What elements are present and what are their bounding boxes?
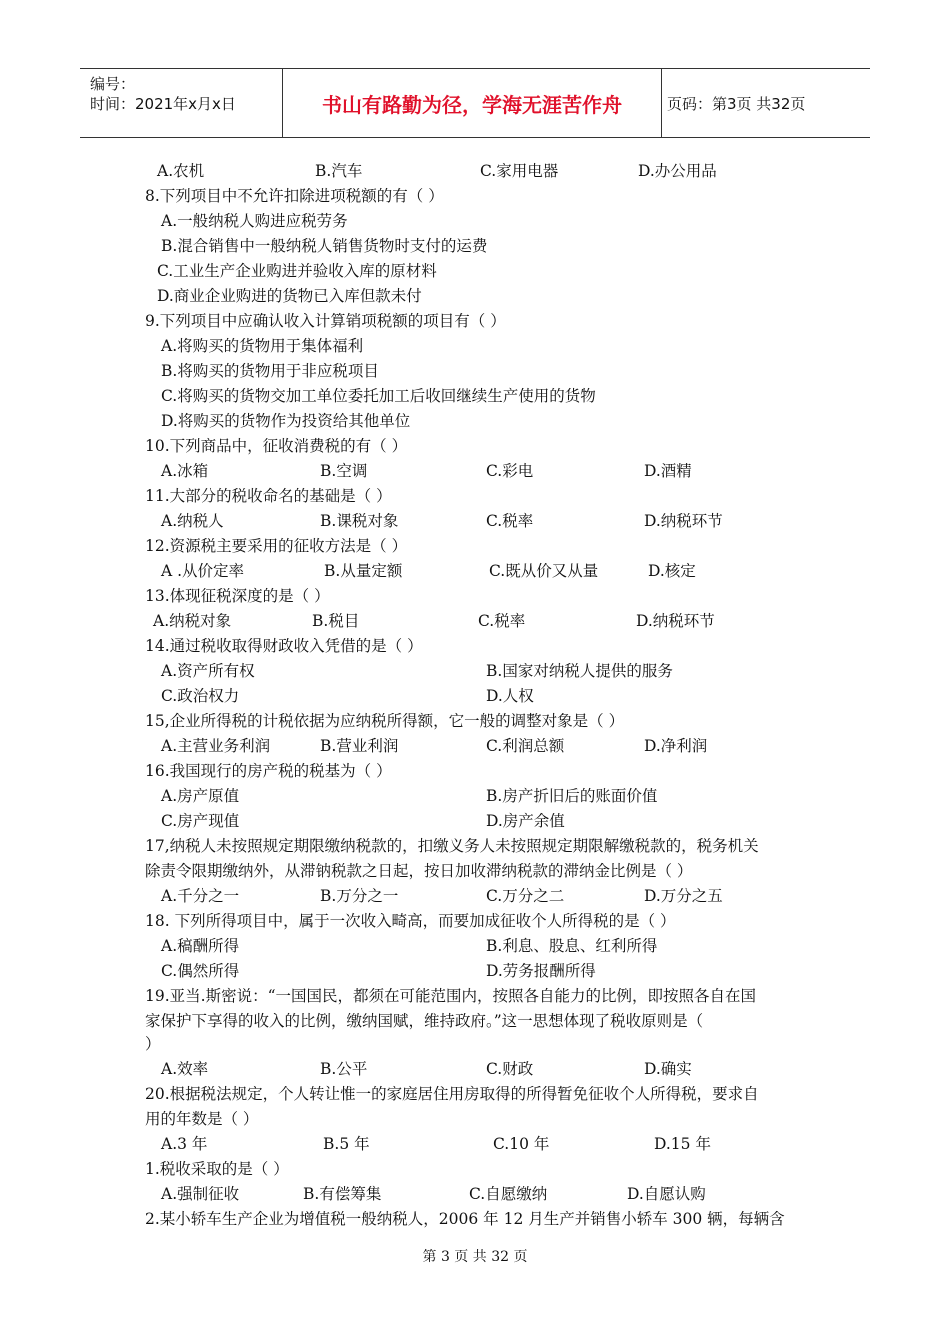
motto-text: 书山有路勤为径，学海无涯苦作舟	[322, 92, 622, 117]
answer-option: C.彩电	[486, 462, 534, 480]
answer-option: D.万分之五	[644, 887, 723, 905]
answer-option: A .从价定率	[161, 562, 245, 580]
answer-option: D.确实	[644, 1060, 692, 1078]
answer-option: B.税目	[312, 612, 360, 630]
answer-option: A.主营业务利润	[161, 737, 271, 755]
page-footer: 第 3 页 共 32 页	[422, 1249, 528, 1265]
question-text: 9.下列项目中应确认收入计算销项税额的项目有（ ）	[145, 312, 506, 330]
answer-option: D.核定	[648, 562, 696, 580]
question-text: ）	[145, 1035, 161, 1053]
answer-option: B.课税对象	[320, 512, 399, 530]
answer-option: A.纳税对象	[153, 612, 232, 630]
question-text: 2.某小轿车生产企业为增值税一般纳税人，2006 年 12 月生产并销售小轿车 300 辆，每辆含	[145, 1210, 785, 1228]
answer-option: B.空调	[320, 462, 368, 480]
question-text: 18. 下列所得项目中，属于一次收入畸高，而要加成征收个人所得税的是（ ）	[145, 912, 676, 930]
question-text: 12.资源税主要采用的征收方法是（ ）	[145, 537, 408, 555]
answer-option: A.强制征收	[161, 1185, 240, 1203]
question-text: 10.下列商品中，征收消费税的有（ ）	[145, 437, 408, 455]
question-text: 14.通过税收取得财政收入凭借的是（ ）	[145, 637, 423, 655]
answer-option: D.将购买的货物作为投资给其他单位	[161, 412, 411, 430]
question-text: 15,企业所得税的计税依据为应纳税所得额，它一般的调整对象是（ ）	[145, 712, 625, 730]
answer-option: D.酒精	[644, 462, 692, 480]
question-text: 11.大部分的税收命名的基础是（ ）	[145, 487, 392, 505]
page-info: 页码：第3页 共32页	[667, 94, 806, 113]
answer-option: C.房产现值	[161, 812, 240, 830]
answer-option: D.自愿认购	[627, 1185, 706, 1203]
question-text: 家保护下享得的收入的比例，缴纳国赋，维持政府。”这一思想体现了税收原则是（	[145, 1012, 704, 1030]
answer-option: B.从量定额	[324, 562, 403, 580]
answer-option: C.偶然所得	[161, 962, 240, 980]
answer-option: A.千分之一	[161, 887, 240, 905]
answer-option: C.自愿缴纳	[469, 1185, 548, 1203]
answer-option: D.办公用品	[638, 162, 717, 180]
question-text: 19.亚当.斯密说：“一国国民，都须在可能范围内，按照各自能力的比例，即按照各自在国	[145, 987, 757, 1005]
question-text: 用的年数是（ ）	[145, 1110, 259, 1128]
answer-option: C.税率	[486, 512, 534, 530]
answer-option: A.冰箱	[161, 462, 209, 480]
answer-option: D.净利润	[644, 737, 708, 755]
answer-option: A.3 年	[161, 1135, 208, 1153]
answer-option: C.工业生产企业购进并验收入库的原材料	[157, 262, 437, 280]
answer-option: A.稿酬所得	[161, 937, 240, 955]
answer-option: A.效率	[161, 1060, 209, 1078]
answer-option: B.将购买的货物用于非应税项目	[161, 362, 379, 380]
answer-option: B.利息、股息、红利所得	[486, 937, 658, 955]
answer-option: D.纳税环节	[644, 512, 723, 530]
question-text: 16.我国现行的房产税的税基为（ ）	[145, 762, 392, 780]
answer-option: A.房产原值	[161, 787, 240, 805]
question-text: 8.下列项目中不允许扣除进项税额的有（ ）	[145, 187, 444, 205]
answer-option: D.商业企业购进的货物已入库但款未付	[157, 287, 422, 305]
answer-option: A.农机	[157, 162, 205, 180]
answer-option: A.一般纳税人购进应税劳务	[161, 212, 348, 230]
answer-option: C.财政	[486, 1060, 534, 1078]
question-text: 17,纳税人未按照规定期限缴纳税款的，扣缴义务人未按照规定期限解缴税款的，税务机关	[145, 837, 759, 855]
answer-option: B.房产折旧后的账面价值	[486, 787, 658, 805]
answer-option: B.有偿筹集	[303, 1185, 382, 1203]
answer-option: B.混合销售中一般纳税人销售货物时支付的运费	[161, 237, 488, 255]
answer-option: B.汽车	[315, 162, 363, 180]
answer-option: A.将购买的货物用于集体福利	[161, 337, 364, 355]
question-text: 20.根据税法规定，个人转让惟一的家庭居住用房取得的所得暂免征收个人所得税，要求自	[145, 1085, 759, 1103]
answer-option: C.政治权力	[161, 687, 240, 705]
serial-number-label: 编号：	[90, 75, 136, 93]
answer-option: C.既从价又从量	[489, 562, 599, 580]
answer-option: D.人权	[486, 687, 534, 705]
answer-option: B.公平	[320, 1060, 368, 1078]
answer-option: B.5 年	[323, 1135, 370, 1153]
answer-option: C.万分之二	[486, 887, 565, 905]
answer-option: D.15 年	[654, 1135, 711, 1153]
time-label: 时间：2021年x月x日	[90, 95, 236, 113]
answer-option: C.家用电器	[480, 162, 559, 180]
answer-option: D.房产余值	[486, 812, 565, 830]
question-text: 13.体现征税深度的是（ ）	[145, 587, 330, 605]
answer-option: A.纳税人	[161, 512, 224, 530]
answer-option: B.营业利润	[320, 737, 399, 755]
question-text: 1.税收采取的是（ ）	[145, 1160, 289, 1178]
answer-option: D.纳税环节	[636, 612, 715, 630]
answer-option: C.将购买的货物交加工单位委托加工后收回继续生产使用的货物	[161, 387, 596, 405]
answer-option: B.万分之一	[320, 887, 399, 905]
answer-option: D.劳务报酬所得	[486, 962, 596, 980]
answer-option: B.国家对纳税人提供的服务	[486, 662, 673, 680]
answer-option: C.利润总额	[486, 737, 565, 755]
question-text: 除责令限期缴纳外，从滞钠税款之日起，按日加收滞纳税款的滞纳金比例是（ ）	[145, 862, 693, 880]
answer-option: C.10 年	[493, 1135, 550, 1153]
answer-option: A.资产所有权	[161, 662, 255, 680]
answer-option: C.税率	[478, 612, 526, 630]
